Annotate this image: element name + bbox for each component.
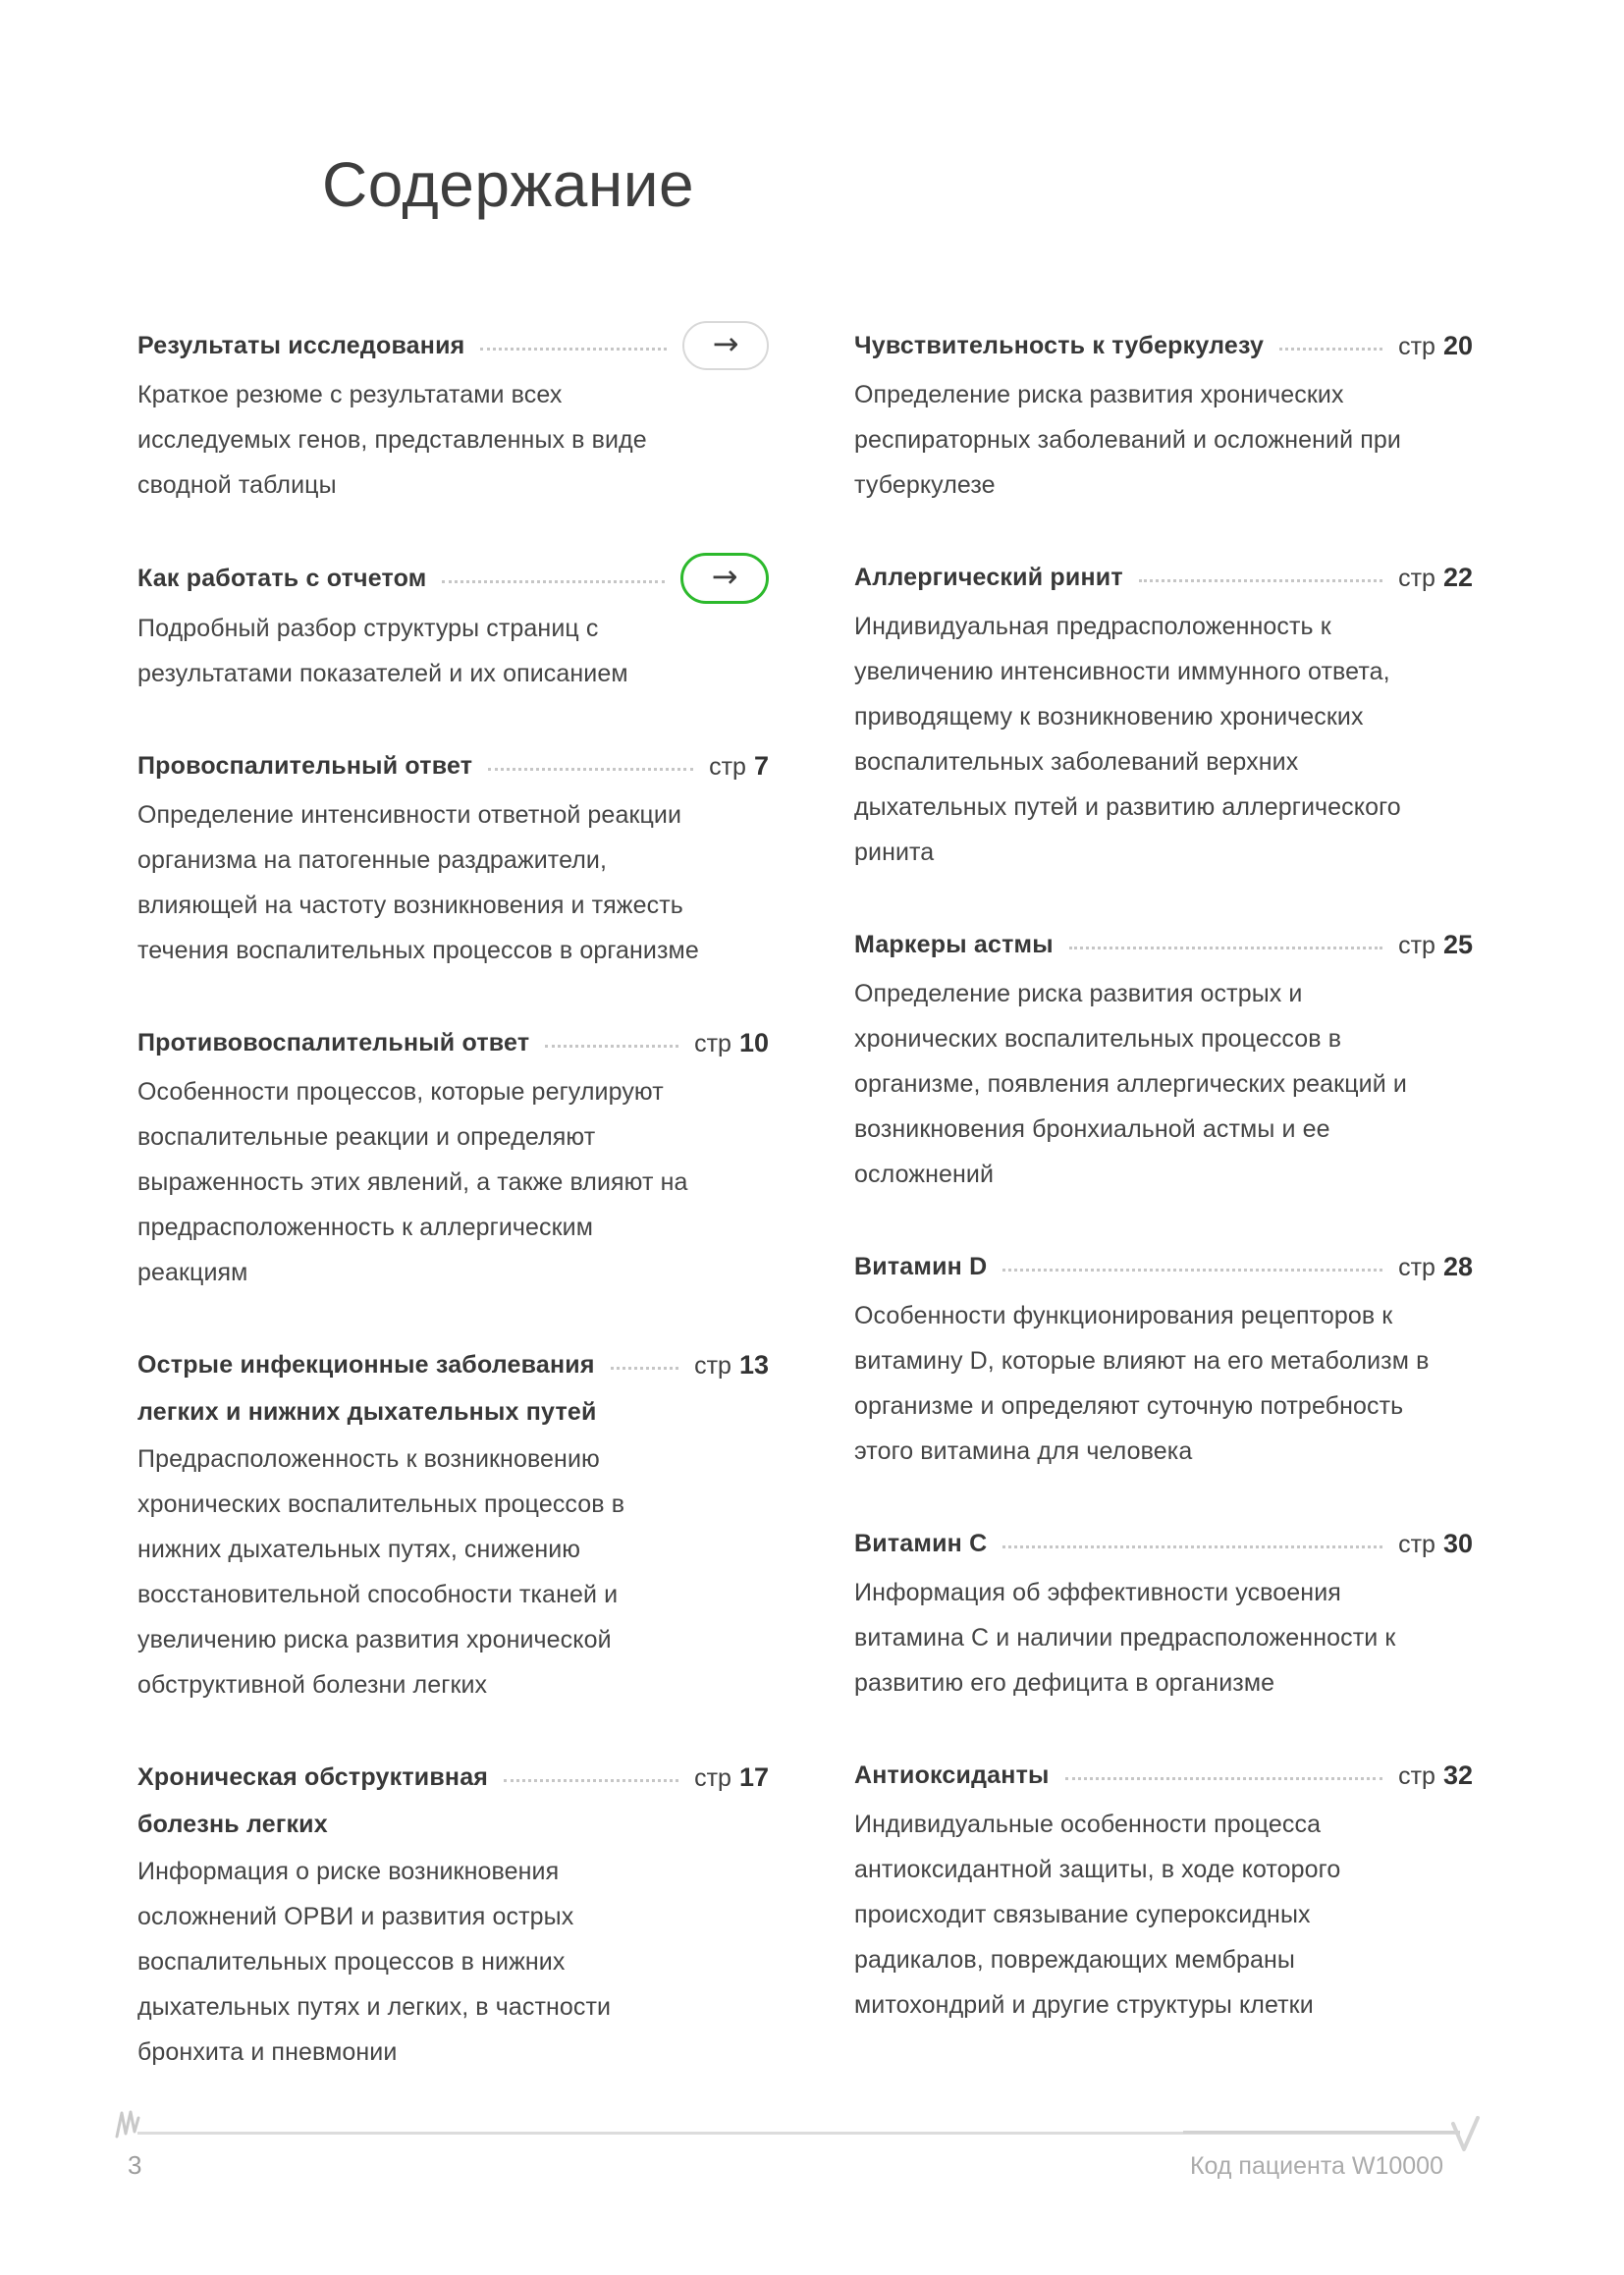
toc-entry-results (137, 321, 769, 508)
toc-entry-title: Противовоспалительный ответ (137, 1028, 530, 1056)
toc-entry-head (854, 920, 1473, 969)
toc-entry-title-line2: болезнь легких (137, 1811, 328, 1838)
page-number: 22 (1442, 562, 1473, 592)
toc-entry-description: Предрасположенность к возникновению хронических воспалительных процессов в нижних дыхательных путях, снижению восстановительной способности тканей и увеличению риска развития хронической обструктивной болезни легких (137, 1445, 625, 1699)
toc-entry-title: Витамин C (854, 1529, 988, 1557)
toc-entry-antiinflammatory (137, 1018, 769, 1295)
page-number: 25 (1442, 929, 1473, 959)
dotted-leader (480, 347, 667, 351)
toc-entry-head (854, 321, 1473, 370)
toc-entry-title: Острые инфекционные заболевания (137, 1350, 595, 1379)
toc-entry-head (854, 1751, 1473, 1800)
page-number: 32 (1442, 1760, 1473, 1790)
page-ref: стр 22 (1398, 562, 1473, 592)
toc-entry-title: Результаты исследования (137, 331, 465, 359)
dotted-leader (442, 579, 665, 583)
toc-entry-proinflammatory (137, 741, 769, 973)
dotted-leader (488, 767, 693, 771)
toc-entry-title: Чувствительность к туберкулезу (854, 331, 1265, 359)
toc-entry-tuberculosis (854, 321, 1473, 508)
page-ref: стр 10 (694, 1027, 769, 1057)
dotted-leader (1002, 1544, 1382, 1548)
toc-entry-antioxidants (854, 1751, 1473, 2028)
toc-entry-head (137, 321, 769, 370)
toc-column-right (854, 321, 1473, 2073)
toc-entry-head (137, 553, 769, 604)
dotted-leader (545, 1044, 678, 1048)
toc-entry-description: Индивидуальные особенности процесса антиоксидантной защиты, в ходе которого происходит связывание супероксидных радикалов, повреждающих мембраны митохондрий и другие структуры клетки (854, 1811, 1341, 2019)
toc-entry-head (854, 553, 1473, 602)
toc-entry-title: Витамин D (854, 1252, 988, 1280)
toc-entry-acute-infections (137, 1340, 769, 1707)
dotted-leader (1069, 946, 1382, 949)
toc-entry-description: Особенности процессов, которые регулируют воспалительные реакции и определяют выраженность этих явлений, а также влияют на предрасположенность к аллергическим реакциям (137, 1078, 688, 1286)
page-number: 20 (1442, 330, 1473, 360)
page-ref: стр 25 (1398, 929, 1473, 959)
go-to-how-to-read-button[interactable] (680, 553, 769, 604)
page-ref: стр 20 (1398, 330, 1473, 360)
toc-entry-head (137, 741, 769, 790)
page-number: 10 (738, 1027, 769, 1057)
toc-entry-description: Информация об эффективности усвоения витамина C и наличии предрасположенности к развитию его дефицита в организме (854, 1579, 1396, 1697)
dotted-leader (1065, 1776, 1383, 1780)
page-ref: стр 17 (694, 1761, 769, 1792)
toc-entry-head (137, 1018, 769, 1067)
toc-entry-vitamin-c (854, 1519, 1473, 1706)
dotted-leader (611, 1366, 678, 1370)
go-to-results-button[interactable] (682, 321, 769, 370)
toc-entry-description: Подробный разбор структуры страниц с результатами показателей и их описанием (137, 615, 628, 687)
toc-entry-head (137, 1340, 769, 1389)
footer-page-number: 3 (128, 2150, 142, 2180)
toc-entry-title: Маркеры астмы (854, 930, 1054, 958)
toc-entry-description: Особенности функционирования рецепторов к витамину D, которые влияют на его метаболизм в организме и определяют суточную потребность этого витамина для человека (854, 1302, 1430, 1465)
toc-entry-description: Определение риска развития острых и хронических воспалительных процессов в организме, появления аллергических реакций и возникновения бронхиальной астмы и ее осложнений (854, 980, 1407, 1188)
page-number: 17 (738, 1761, 769, 1792)
toc-entry-description: Краткое резюме с результатами всех исследуемых генов, представленных в виде сводной таблицы (137, 381, 647, 499)
toc-entry-head (854, 1242, 1473, 1291)
page-ref: стр 28 (1398, 1251, 1473, 1281)
toc-entry-description: Определение риска развития хронических респираторных заболеваний и осложнений при туберкулезе (854, 381, 1401, 499)
toc-entry-description: Индивидуальная предрасположенность к увеличению интенсивности иммунного ответа, приводящему к возникновению хронических воспалительных заболеваний верхних дыхательных путей и развитию аллергического ринита (854, 613, 1401, 866)
logo-tick-y-icon (1451, 2116, 1483, 2157)
toc-entry-title-line2: легких и нижних дыхательных путей (137, 1398, 597, 1426)
toc-entry-vitamin-d (854, 1242, 1473, 1474)
toc-entry-description: Определение интенсивности ответной реакции организма на патогенные раздражители, влияющей на частоту возникновения и тяжесть течения воспалительных процессов в организме (137, 801, 699, 964)
toc-column-left (137, 321, 769, 2120)
toc-entry-asthma-markers (854, 920, 1473, 1197)
toc-entry-head (137, 1753, 769, 1802)
page-number: 13 (738, 1349, 769, 1380)
page-number: 7 (753, 750, 769, 781)
toc-entry-title: Как работать с отчетом (137, 564, 427, 592)
toc-entry-title: Провоспалительный ответ (137, 751, 473, 780)
footer-divider-line-overlap (1183, 2131, 1460, 2134)
toc-entry-description: Информация о риске возникновения осложнений ОРВИ и развития острых воспалительных процессов в нижних дыхательных путях и легких, в частности бронхита и пневмонии (137, 1858, 612, 2066)
page-number: 28 (1442, 1251, 1473, 1281)
page-title: Содержание (322, 149, 695, 220)
toc-entry-allergic-rhinitis (854, 553, 1473, 875)
toc-entry-head (854, 1519, 1473, 1568)
toc-entry-how-to-read (137, 553, 769, 696)
toc-entry-title: Антиоксиданты (854, 1760, 1050, 1789)
dotted-leader (504, 1778, 678, 1782)
toc-entry-copd (137, 1753, 769, 2075)
page-ref: стр 32 (1398, 1760, 1473, 1790)
page-ref: стр 30 (1398, 1528, 1473, 1558)
dotted-leader (1002, 1268, 1382, 1272)
toc-entry-title: Аллергический ринит (854, 563, 1123, 591)
page-ref: стр 7 (709, 750, 769, 781)
toc-entry-title: Хроническая обструктивная (137, 1762, 489, 1791)
dotted-leader (1139, 578, 1382, 582)
page-number: 30 (1442, 1528, 1473, 1558)
arrow-right-icon: → (711, 558, 738, 595)
footer-patient-code: Код пациента W10000 (1189, 2152, 1443, 2180)
arrow-right-icon: → (712, 325, 739, 362)
dotted-leader (1279, 347, 1382, 351)
page-ref: стр 13 (694, 1349, 769, 1380)
